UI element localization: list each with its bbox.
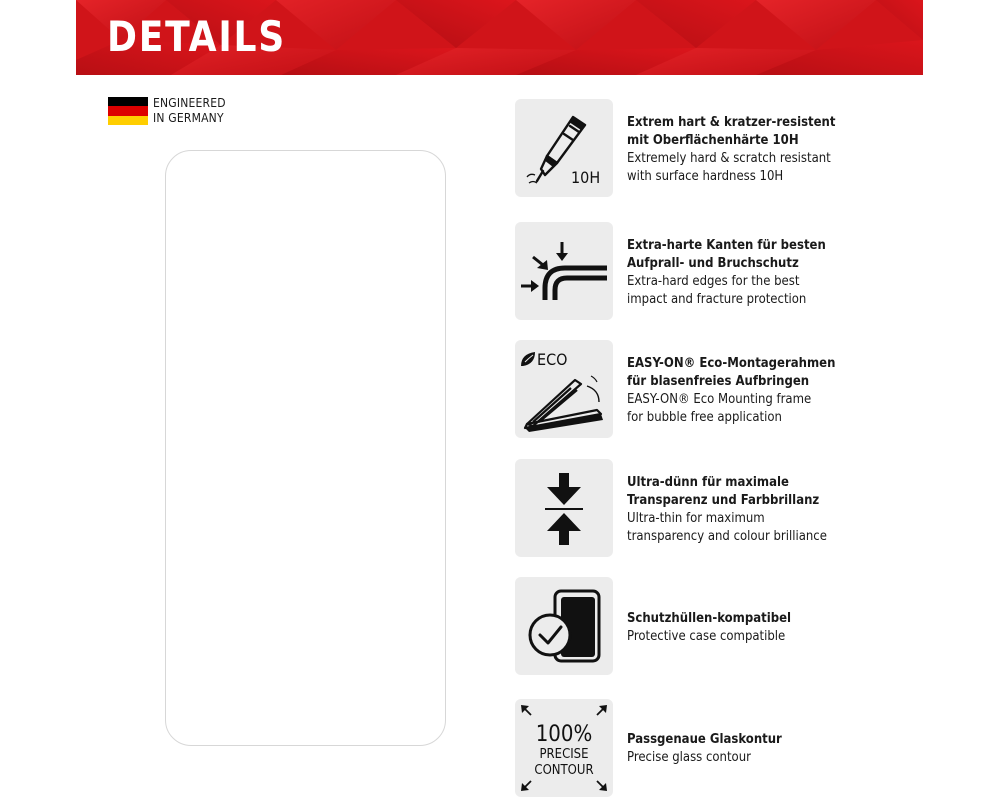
feature-de-line: mit Oberflächenhärte 10H [627,133,799,148]
feature-hardness-text [627,114,835,186]
ultra-thin-arrows-icon [515,459,613,557]
icon-label-eco: ECO [537,350,568,369]
eco-mounting-frame-icon [515,340,613,438]
feature-de-line: Transparenz und Farbbrillanz [627,493,820,508]
engineered-in-germany-label [153,96,226,126]
feature-en-line: impact and fracture protection [627,292,807,307]
case-compatible-icon [515,577,613,675]
feature-de-line: EASY-ON® Eco-Montagerahmen [627,356,836,371]
feature-de-line: Extrem hart & kratzer-resistent [627,115,836,130]
feature-de-line: Passgenaue Glaskontur [627,732,782,747]
feature-en-line: transparency and colour brilliance [627,529,827,544]
feature-de-line: Schutzhüllen-kompatibel [627,611,792,626]
icon-label-contour: CONTOUR [534,763,594,778]
feature-easy-on [515,340,935,440]
german-flag-icon [108,97,148,125]
feature-en-line: for bubble free application [627,410,782,425]
feature-hardness [515,99,935,199]
feature-en-line: with surface hardness 10H [627,169,784,184]
icon-label-precise: PRECISE [539,747,589,762]
feature-en-line: Ultra-thin for maximum [627,511,765,526]
screen-protector-outline [165,150,446,746]
feature-edges-text [627,237,826,309]
header-banner [76,0,923,75]
feature-en-line: Extra-hard edges for the best [627,274,800,289]
engineered-line-1: ENGINEERED [153,96,226,110]
feature-en-line: Extremely hard & scratch resistant [627,151,831,166]
engineered-line-2: IN GERMANY [153,111,224,125]
precise-contour-icon [515,699,613,797]
feature-easy-on-text [627,355,835,427]
impact-edge-icon [515,222,613,320]
icon-label-100-percent: 100% [535,722,593,747]
feature-de-line: für blasenfreies Aufbringen [627,374,810,389]
page-title: DETAILS [107,12,286,61]
feature-precise-contour [515,699,935,799]
feature-ultra-thin-text [627,474,827,546]
feature-case-compatible-text [627,610,791,646]
feature-de-line: Extra-harte Kanten für besten [627,238,826,253]
feature-ultra-thin [515,459,935,559]
feature-de-line: Aufprall- und Bruchschutz [627,256,799,271]
feature-edges [515,222,935,322]
feature-en-line: Precise glass contour [627,750,751,765]
feature-en-line: Protective case compatible [627,629,786,644]
feature-de-line: Ultra-dünn für maximale [627,475,789,490]
icon-label-10h: 10H [571,168,601,187]
feature-en-line: EASY-ON® Eco Mounting frame [627,392,812,407]
cutter-knife-icon [515,99,613,197]
feature-precise-contour-text [627,731,782,767]
feature-case-compatible [515,577,935,677]
